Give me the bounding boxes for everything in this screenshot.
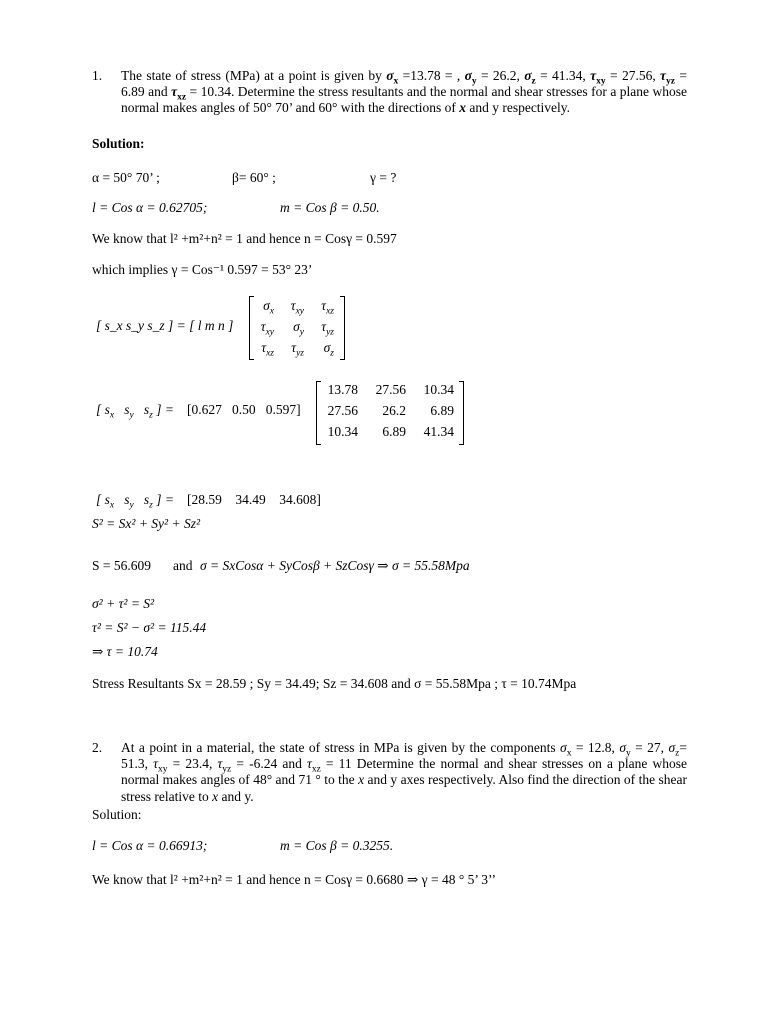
result-vector: [28.59 34.49 34.608] [187, 492, 321, 507]
numm-cell-1-0: 27.56 [327, 403, 358, 418]
numm-cell-2-1: 6.89 [382, 424, 406, 439]
problem-1-number: 1. [92, 68, 103, 83]
stress-equation-2: τ² = S² − σ² = 115.44 [92, 620, 207, 635]
and-word: and [173, 558, 193, 573]
stress-equation-1: σ² + τ² = S² [92, 596, 155, 611]
alpha-value: α = 50° 70’ ; [92, 170, 160, 185]
symm-cell-0-2: $\tau_{xz}$ [321, 298, 334, 317]
symm-cell-1-2: $\tau_{yz}$ [321, 319, 334, 338]
solution-label-2: Solution: [92, 807, 142, 822]
numm-cell-1-2: 6.89 [430, 403, 454, 418]
normal-stress-equation: σ = SxCosα + SyCosβ + SzCosγ ⇒ σ = 55.58Mpa [200, 558, 470, 573]
symm-cell-2-0: $\tau_{xz}$ [261, 340, 274, 359]
symm-cell-1-1: $\sigma_y$ [293, 319, 304, 338]
eq-lhs-symbolic: [ s_x s_y s_z ] = [ l m n ] [96, 318, 234, 333]
gamma-implication: which implies γ = Cos⁻¹ 0.597 = 53° 23’ [92, 262, 313, 277]
result-lhs: [ $s_x$ $s_y$ $s_z$ ] = [96, 492, 174, 511]
num-matrix-right-bracket [459, 381, 464, 445]
eq-lhs-numeric: [ $s_x$ $s_y$ $s_z$ ] = [96, 402, 174, 421]
numm-cell-1-1: 26.2 [382, 403, 406, 418]
l-cosine-2: l = Cos α = 0.66913; [92, 838, 208, 853]
problem-1-final-answer: Stress Resultants Sx = 28.59 ; Sy = 34.49; Sz = 34.608 and σ = 55.58Mpa ; τ = 10.74Mpa [92, 676, 577, 691]
sym-matrix-right-bracket [340, 296, 345, 360]
symm-cell-0-1: $\tau_{xy}$ [290, 298, 304, 317]
solution-label-1: Solution: [92, 136, 145, 151]
s-squared-equation: S² = Sx² + Sy² + Sz² [92, 516, 201, 531]
numm-cell-0-0: 13.78 [327, 382, 358, 397]
direction-cosine-identity: We know that l² +m²+n² = 1 and hence n = Cosγ = 0.597 [92, 231, 397, 246]
numm-cell-2-0: 10.34 [327, 424, 358, 439]
problem-1-statement: The state of stress (MPa) at a point is given by $\sigma_x =13.78$ = , $\sigma_y = 26.2$, $\sigma_z = 41.34$, $\tau_{xy} = 27.56$, $\tau_{yz} = 6.89$ and $\tau_{xz} = 10.34$. Determine the stress resultants and the normal and shear stresses for a plane whose normal makes angles of 50° 70’ and 60° with the directions of x and y respectively. [121, 68, 687, 116]
problem-2-number: 2. [92, 740, 103, 755]
direction-vector: [0.627 0.50 0.597] [187, 402, 301, 417]
l-cosine: l = Cos α = 0.62705; [92, 200, 208, 215]
m-cosine: m = Cos β = 0.50. [280, 200, 380, 215]
stress-equation-3: ⇒ τ = 10.74 [92, 644, 158, 659]
symm-cell-2-1: $\tau_{yz}$ [291, 340, 304, 359]
m-cosine-2: m = Cos β = 0.3255. [280, 838, 394, 853]
symm-cell-2-2: $\sigma_z$ [323, 340, 334, 359]
problem-2-statement: At a point in a material, the state of stress in MPa is given by the components $\sigma_x = 12.8$, $\sigma_y = 27$, $\sigma_z= 51.3$, $\tau_{xy} = 23.4$, $\tau_{yz} = -6.24$ and $\tau_{xz} = 11$ Determine the normal and shear stresses on a plane whose normal makes angles of 48° and 71 ° to the x and y axes respectively. Also find the direction of the shear stress relative to x and y. [121, 740, 687, 804]
s-value: S = 56.609 [92, 558, 151, 573]
direction-cosine-identity-2: We know that l² +m²+n² = 1 and hence n = Cosγ = 0.6680 ⇒ γ = 48 ° 5’ 3’’ [92, 872, 496, 887]
numm-cell-0-1: 27.56 [375, 382, 406, 397]
gamma-value: γ = ? [370, 170, 397, 185]
symm-cell-1-0: $\tau_{xy}$ [260, 319, 274, 338]
numm-cell-0-2: 10.34 [423, 382, 454, 397]
numm-cell-2-2: 41.34 [423, 424, 454, 439]
beta-value: β= 60° ; [232, 170, 276, 185]
symm-cell-0-0: $\sigma_x$ [263, 298, 274, 317]
